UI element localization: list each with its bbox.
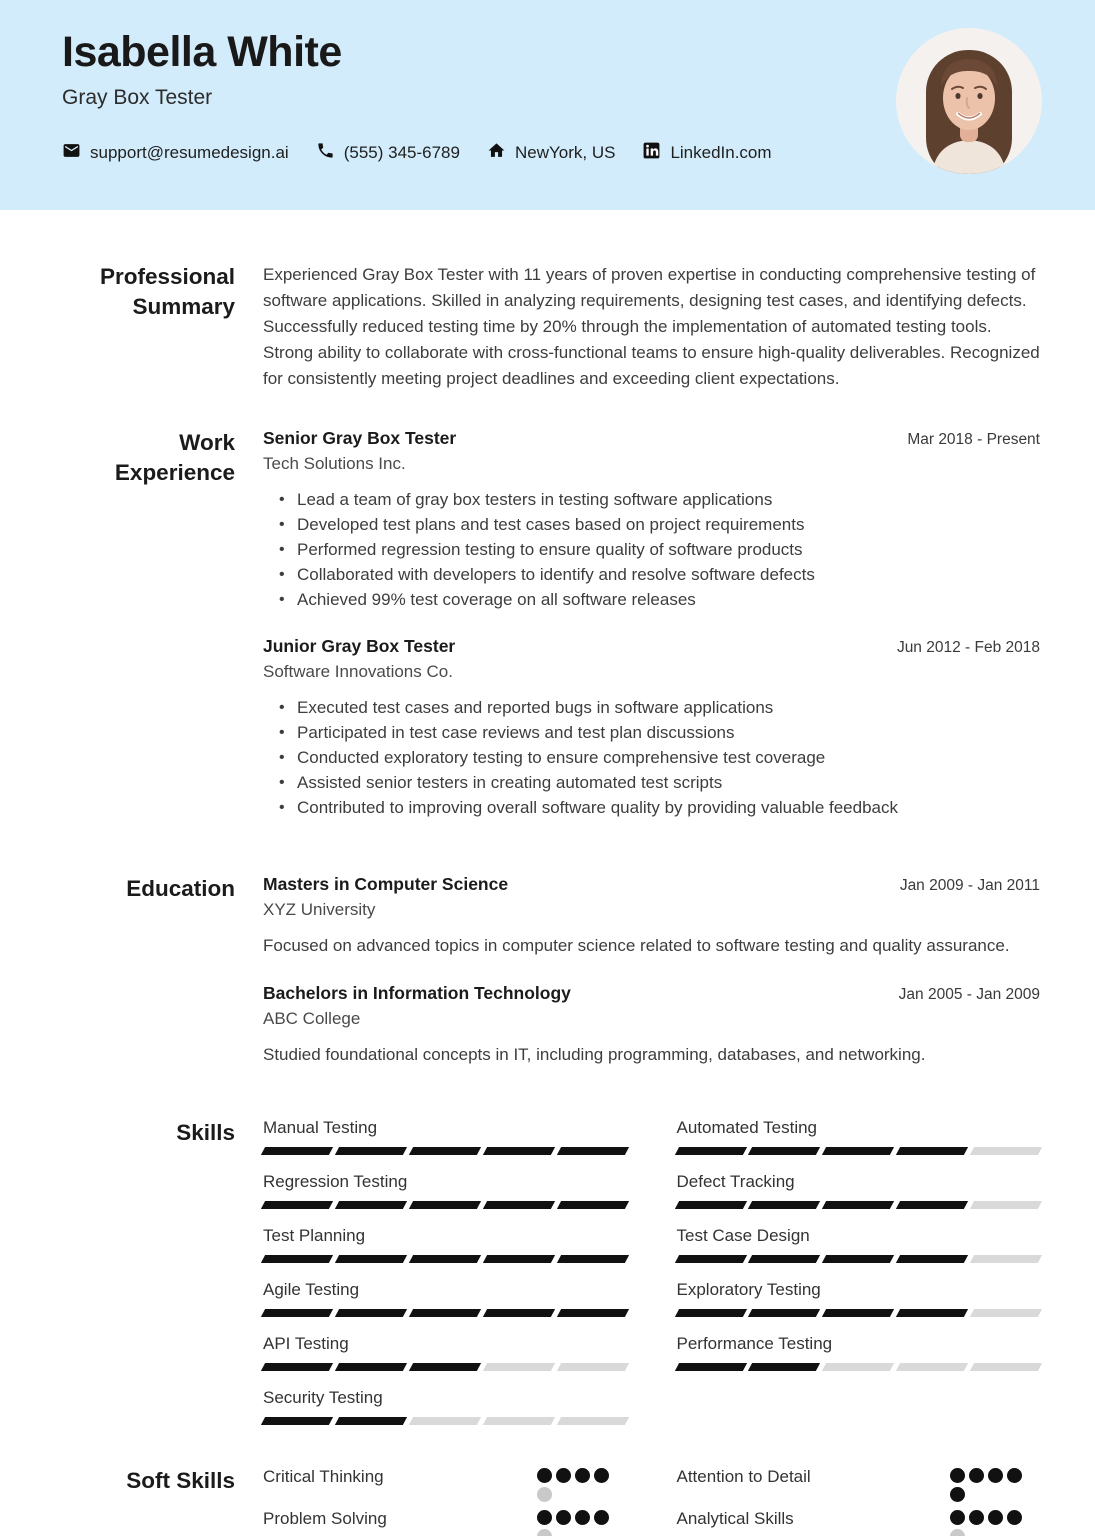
job-bullet: • Assisted senior testers in creating automated test scripts — [279, 770, 1040, 795]
soft-skill-item — [677, 1466, 1041, 1502]
skill-bar-segment — [674, 1309, 746, 1317]
skill-bar-segment — [822, 1255, 894, 1263]
skill-bar-segment — [335, 1201, 407, 1209]
skill-bar-segment — [748, 1147, 820, 1155]
skill-bar-segment — [335, 1255, 407, 1263]
skill-bar-segment — [556, 1147, 628, 1155]
skills-grid — [263, 1118, 1040, 1442]
skill-level-bar — [677, 1201, 1041, 1209]
job-bullet: • Executed test cases and reported bugs in software applications — [279, 695, 1040, 720]
skill-bar-segment — [483, 1147, 555, 1155]
skill-bar-segment — [748, 1309, 820, 1317]
skill-bar-segment — [748, 1363, 820, 1371]
profile-photo-illustration — [896, 28, 1042, 174]
skill-bar-segment — [822, 1201, 894, 1209]
skill-name: Test Planning — [263, 1226, 366, 1245]
skill-bar-segment — [335, 1363, 407, 1371]
skill-bar-segment — [896, 1147, 968, 1155]
skill-bar-segment — [261, 1255, 333, 1263]
soft-skill-dot — [537, 1468, 552, 1483]
soft-skill-dot — [969, 1510, 984, 1525]
skill-name: API Testing — [263, 1334, 349, 1353]
header — [0, 0, 1095, 210]
soft-skill-item — [263, 1466, 627, 1502]
skill-bar-segment — [261, 1201, 333, 1209]
soft-skill-dot — [950, 1487, 965, 1502]
skill-item — [263, 1118, 627, 1155]
skill-level-bar — [677, 1309, 1041, 1317]
contact-email — [62, 141, 289, 165]
job-title-text: Junior Gray Box Tester — [263, 636, 456, 656]
skill-bar-segment — [556, 1417, 628, 1425]
skill-level-bar — [677, 1147, 1041, 1155]
skill-bar-segment — [896, 1309, 968, 1317]
job-entry-head — [263, 636, 1040, 657]
skill-item — [677, 1280, 1041, 1317]
section-label-skills: Skills — [176, 1120, 235, 1145]
skill-bar-segment — [409, 1147, 481, 1155]
phone-icon — [316, 141, 335, 165]
soft-skill-dot — [950, 1510, 965, 1525]
job-title-text: Senior Gray Box Tester — [263, 428, 457, 448]
skill-bar-segment — [261, 1309, 333, 1317]
skill-item — [677, 1118, 1041, 1155]
skill-bar-segment — [261, 1417, 333, 1425]
job-bullet: • Lead a team of gray box testers in testing software applications — [279, 487, 1040, 512]
skill-bar-segment — [970, 1255, 1042, 1263]
job-bullet-list — [263, 695, 1040, 820]
skill-name: Performance Testing — [676, 1334, 833, 1353]
soft-skill-dot — [950, 1529, 965, 1536]
skill-bar-segment — [483, 1417, 555, 1425]
soft-skill-dot — [556, 1468, 571, 1483]
skill-item — [263, 1280, 627, 1317]
skill-name: Test Case Design — [676, 1226, 810, 1245]
soft-skill-name: Problem Solving — [263, 1509, 387, 1528]
person-name: Isabella White — [62, 28, 342, 76]
contact-linkedin-text: LinkedIn.com — [670, 143, 772, 163]
soft-skill-dot — [969, 1468, 984, 1483]
section-label-summary: Professional Summary — [99, 264, 235, 319]
summary-text: Experienced Gray Box Tester with 11 years of proven expertise in conducting comprehensive testing of software applications. Skilled in analyzing requirements, designing test cases, and identifying defects. Successfully reduced testing time by 20% through the implementation of automated testing tools. Strong ability to collaborate with cross-functional teams to ensure high-quality deliverables. Recognized for consistently meeting project deadlines and exceeding client expectations. — [263, 265, 1040, 388]
skill-name: Defect Tracking — [676, 1172, 795, 1191]
job-entry — [263, 636, 1040, 820]
soft-skill-dot — [575, 1468, 590, 1483]
skill-bar-segment — [822, 1363, 894, 1371]
section-label-soft-skills: Soft Skills — [126, 1468, 235, 1493]
contact-location — [487, 141, 615, 165]
degree-entry — [263, 983, 1040, 1068]
degree-entry — [263, 874, 1040, 959]
soft-skill-dots — [537, 1510, 615, 1536]
skill-item — [677, 1334, 1041, 1371]
soft-skills-column-right — [677, 1466, 1041, 1536]
contact-phone — [316, 141, 460, 165]
skill-name: Regression Testing — [263, 1172, 408, 1191]
soft-skill-name: Critical Thinking — [263, 1467, 384, 1486]
summary-content — [263, 262, 1040, 392]
soft-skills-grid — [263, 1466, 1040, 1536]
degree-title-text: Bachelors in Information Technology — [263, 983, 571, 1003]
soft-skill-dot — [594, 1510, 609, 1525]
skill-bar-segment — [896, 1201, 968, 1209]
skill-bar-segment — [556, 1309, 628, 1317]
skill-item — [677, 1226, 1041, 1263]
soft-skill-item — [263, 1508, 627, 1536]
soft-skill-name: Attention to Detail — [676, 1467, 811, 1486]
contact-row — [62, 141, 772, 165]
profile-photo — [896, 28, 1042, 174]
skill-bar-segment — [970, 1201, 1042, 1209]
degree-dates: Jan 2005 - Jan 2009 — [898, 986, 1040, 1003]
skill-bar-segment — [483, 1363, 555, 1371]
skill-level-bar — [263, 1255, 627, 1263]
skill-bar-segment — [896, 1363, 968, 1371]
contact-email-text: support@resumedesign.ai — [90, 143, 289, 163]
degree-description: Studied foundational concepts in IT, including programming, databases, and networking. — [263, 1045, 926, 1064]
soft-skill-dot — [575, 1510, 590, 1525]
soft-skill-name: Analytical Skills — [676, 1509, 794, 1528]
linkedin-icon — [642, 141, 661, 165]
job-bullet: • Conducted exploratory testing to ensure comprehensive test coverage — [279, 745, 1040, 770]
job-bullet: • Performed regression testing to ensure quality of software products — [279, 537, 1040, 562]
soft-skills-column-left — [263, 1466, 627, 1536]
degree-description: Focused on advanced topics in computer science related to software testing and quality assurance. — [263, 936, 1010, 955]
job-bullet: • Collaborated with developers to identify and resolve software defects — [279, 562, 1040, 587]
degree-title-text: Masters in Computer Science — [263, 874, 509, 894]
skill-level-bar — [263, 1309, 627, 1317]
home-icon — [487, 141, 506, 165]
soft-skill-dot — [988, 1468, 1003, 1483]
job-bullet: • Participated in test case reviews and test plan discussions — [279, 720, 1040, 745]
section-skills — [62, 1118, 1040, 1442]
skill-level-bar — [677, 1255, 1041, 1263]
job-company: Tech Solutions Inc. — [263, 454, 406, 473]
skill-bar-segment — [896, 1255, 968, 1263]
skill-bar-segment — [674, 1255, 746, 1263]
soft-skill-dot — [594, 1468, 609, 1483]
section-work-experience — [62, 428, 1040, 820]
soft-skill-dot — [537, 1529, 552, 1536]
soft-skill-dots — [537, 1468, 615, 1502]
skill-bar-segment — [261, 1147, 333, 1155]
degree-dates: Jan 2009 - Jan 2011 — [899, 877, 1040, 894]
contact-linkedin — [642, 141, 771, 165]
skill-item — [263, 1334, 627, 1371]
job-bullet: • Contributed to improving overall software quality by providing valuable feedback — [279, 795, 1040, 820]
person-job-title: Gray Box Tester — [62, 86, 213, 110]
soft-skill-dot — [1007, 1510, 1022, 1525]
job-entry-head — [263, 428, 1040, 449]
skill-level-bar — [263, 1201, 627, 1209]
skill-item — [677, 1172, 1041, 1209]
education-content — [263, 874, 1040, 1068]
soft-skill-dot — [537, 1487, 552, 1502]
skill-bar-segment — [556, 1201, 628, 1209]
degree-entry-head — [263, 874, 1040, 895]
skill-level-bar — [263, 1147, 627, 1155]
soft-skill-dot — [1007, 1468, 1022, 1483]
skill-bar-segment — [483, 1255, 555, 1263]
contact-phone-text: (555) 345-6789 — [343, 143, 460, 163]
skill-bar-segment — [409, 1201, 481, 1209]
skill-name: Security Testing — [263, 1388, 383, 1407]
work-content — [263, 428, 1040, 820]
skill-bar-segment — [822, 1309, 894, 1317]
soft-skill-dot — [556, 1510, 571, 1525]
skill-bar-segment — [970, 1363, 1042, 1371]
soft-skill-dot — [950, 1468, 965, 1483]
skill-level-bar — [263, 1417, 627, 1425]
skill-bar-segment — [970, 1147, 1042, 1155]
skill-bar-segment — [483, 1201, 555, 1209]
section-label-education: Education — [126, 876, 235, 901]
skill-bar-segment — [409, 1363, 481, 1371]
skill-bar-segment — [409, 1309, 481, 1317]
job-bullet: • Achieved 99% test coverage on all software releases — [279, 587, 1040, 612]
section-professional-summary — [62, 262, 1040, 392]
skill-bar-segment — [674, 1147, 746, 1155]
skill-level-bar — [677, 1363, 1041, 1371]
skill-bar-segment — [556, 1363, 628, 1371]
skill-bar-segment — [335, 1417, 407, 1425]
skill-bar-segment — [335, 1309, 407, 1317]
degree-entry-head — [263, 983, 1040, 1004]
soft-skill-dot — [988, 1510, 1003, 1525]
skills-column-right — [677, 1118, 1041, 1442]
skill-bar-segment — [748, 1201, 820, 1209]
section-education — [62, 874, 1040, 1068]
skill-name: Manual Testing — [263, 1118, 378, 1137]
degree-school: ABC College — [263, 1009, 361, 1028]
skill-bar-segment — [335, 1147, 407, 1155]
skill-item — [263, 1172, 627, 1209]
skill-level-bar — [263, 1363, 627, 1371]
job-bullet: • Developed test plans and test cases based on project requirements — [279, 512, 1040, 537]
header-info — [62, 0, 772, 210]
job-entry — [263, 428, 1040, 612]
skill-bar-segment — [822, 1147, 894, 1155]
skill-bar-segment — [483, 1309, 555, 1317]
job-company: Software Innovations Co. — [263, 662, 453, 681]
skill-bar-segment — [674, 1363, 746, 1371]
skill-bar-segment — [556, 1255, 628, 1263]
skill-bar-segment — [409, 1255, 481, 1263]
skill-item — [263, 1226, 627, 1263]
skill-bar-segment — [674, 1201, 746, 1209]
job-bullet-list — [263, 487, 1040, 612]
soft-skill-dots — [950, 1510, 1028, 1536]
contact-location-text: NewYork, US — [514, 143, 616, 163]
skill-bar-segment — [409, 1417, 481, 1425]
skill-bar-segment — [261, 1363, 333, 1371]
degree-school: XYZ University — [263, 900, 376, 919]
soft-skill-dots — [950, 1468, 1028, 1502]
soft-skill-dot — [537, 1510, 552, 1525]
job-dates: Jun 2012 - Feb 2018 — [896, 639, 1040, 656]
skill-item — [263, 1388, 627, 1425]
job-dates: Mar 2018 - Present — [907, 431, 1040, 448]
skill-name: Exploratory Testing — [676, 1280, 821, 1299]
email-icon — [62, 141, 81, 165]
skill-bar-segment — [748, 1255, 820, 1263]
section-label-work: Work Experience — [114, 430, 235, 485]
soft-skill-item — [677, 1508, 1041, 1536]
skill-name: Agile Testing — [263, 1280, 360, 1299]
skills-column-left — [263, 1118, 627, 1442]
section-soft-skills — [62, 1466, 1040, 1536]
skill-bar-segment — [970, 1309, 1042, 1317]
resume-body — [0, 210, 1095, 1536]
skill-name: Automated Testing — [676, 1118, 817, 1137]
